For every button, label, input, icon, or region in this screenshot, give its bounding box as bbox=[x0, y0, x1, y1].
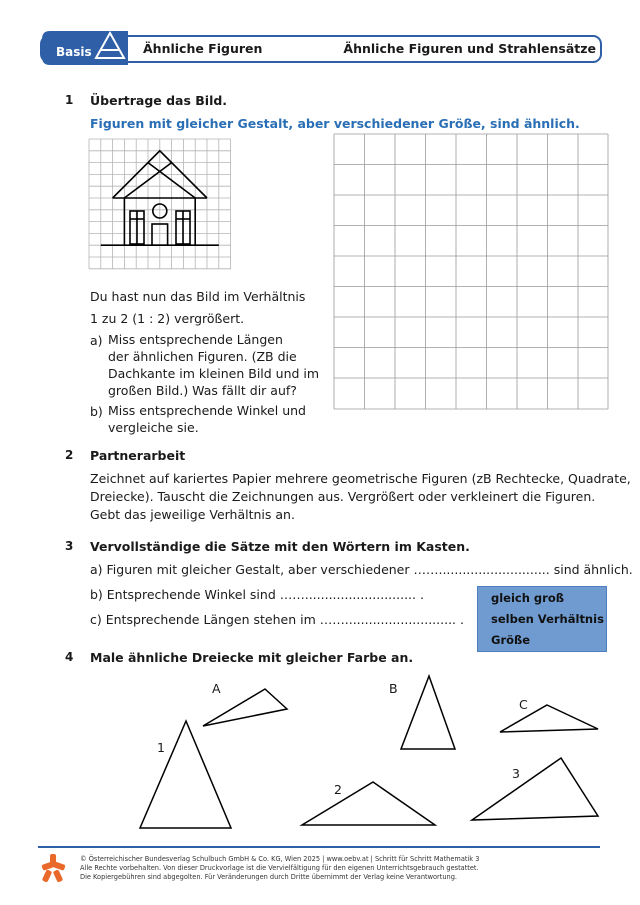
footer-fees: Die Kopiergebühren sind abgegolten. Für Veränderungen durch Dritte übernimmt der Verlag keine Verantwortung. bbox=[80, 873, 457, 881]
task1-a-text bbox=[108, 331, 319, 399]
task1-highlight: Figuren mit gleicher Gestalt, aber verschiedener Größe, sind ähnlich. bbox=[90, 116, 580, 131]
header-right-title: Ähnliche Figuren und Strahlensätze bbox=[343, 41, 596, 56]
triangle-2 bbox=[302, 782, 435, 825]
task1-b-line: Miss entsprechende Winkel und bbox=[108, 403, 306, 418]
task4-title: Male ähnliche Dreiecke mit gleicher Farbe an. bbox=[90, 650, 414, 665]
triangles-figure bbox=[0, 670, 640, 840]
footer-copyright: © Österreichischer Bundesverlag Schulbuch GmbH & Co. KG, Wien 2025 | www.oebv.at | Schritt für Schritt Mathematik 3 bbox=[80, 855, 480, 863]
task2-number: 2 bbox=[65, 448, 74, 462]
task2-line: Dreiecke). Tauscht die Zeichnungen aus. Vergrößert oder verkleinert die Figuren. bbox=[90, 489, 596, 504]
task3-number: 3 bbox=[65, 539, 74, 553]
triangle-b bbox=[401, 676, 455, 749]
triangle-label-1: 1 bbox=[157, 740, 165, 755]
triangle-c bbox=[500, 705, 598, 732]
footer-rights: Alle Rechte vorbehalten. Von dieser Druckvorlage ist die Vervielfältigung für den eigenen Unterrichtsgebrauch gestattet. bbox=[80, 864, 479, 872]
task3-title: Vervollständige die Sätze mit den Wörtern im Kasten. bbox=[90, 539, 470, 554]
task3-sentence-b: b) Entsprechende Winkel sind ……............................ . bbox=[90, 587, 424, 602]
task2-title: Partnerarbeit bbox=[90, 448, 186, 463]
task1-title: Übertrage das Bild. bbox=[90, 93, 228, 108]
triangle-3 bbox=[472, 758, 598, 820]
task3-sentence-c: c) Entsprechende Längen stehen im ……............................ . bbox=[90, 612, 464, 627]
word-box-item: Größe bbox=[491, 633, 531, 647]
word-box-item: gleich groß bbox=[491, 591, 564, 605]
task1-a-line: der ähnlichen Figuren. (ZB die bbox=[108, 349, 297, 364]
task1-a-line: Dachkante im kleinen Bild und im bbox=[108, 366, 320, 381]
header-left-title: Ähnliche Figuren bbox=[143, 41, 263, 56]
large-empty-grid bbox=[333, 133, 609, 410]
triangle-label-b: B bbox=[389, 681, 398, 696]
task1-a-label: a) bbox=[90, 333, 103, 348]
basis-label: Basis bbox=[56, 45, 92, 59]
triangle-label-a: A bbox=[212, 681, 221, 696]
task2-line: Gebt das jeweilige Verhältnis an. bbox=[90, 507, 295, 522]
task1-b-text bbox=[108, 402, 306, 436]
triangle-label-c: C bbox=[519, 697, 528, 712]
word-box-item: selben Verhältnis bbox=[491, 612, 604, 626]
task1-b-line: vergleiche sie. bbox=[108, 420, 199, 435]
small-house-figure bbox=[88, 138, 232, 270]
task1-number: 1 bbox=[65, 93, 74, 107]
task4-number: 4 bbox=[65, 650, 74, 664]
footer-divider bbox=[38, 846, 600, 848]
task1-a-line: Miss entsprechende Längen bbox=[108, 332, 283, 347]
task3-sentence-a: a) Figuren mit gleicher Gestalt, aber verschiedener ……............................ sind ähnlich. bbox=[90, 562, 633, 577]
triangle-label-3: 3 bbox=[512, 766, 520, 781]
task2-line: Zeichnet auf kariertes Papier mehrere geometrische Figuren (zB Rechtecke, Quadrate, bbox=[90, 471, 631, 486]
task1-b-label: b) bbox=[90, 404, 103, 419]
publisher-logo-icon bbox=[40, 853, 66, 883]
task1-ratio-line1: Du hast nun das Bild im Verhältnis bbox=[90, 289, 306, 304]
task1-ratio-line2: 1 zu 2 (1 : 2) vergrößert. bbox=[90, 311, 245, 326]
triangle-label-2: 2 bbox=[334, 782, 342, 797]
triangle-1 bbox=[140, 721, 231, 828]
task1-a-line: großen Bild.) Was fällt dir auf? bbox=[108, 383, 297, 398]
